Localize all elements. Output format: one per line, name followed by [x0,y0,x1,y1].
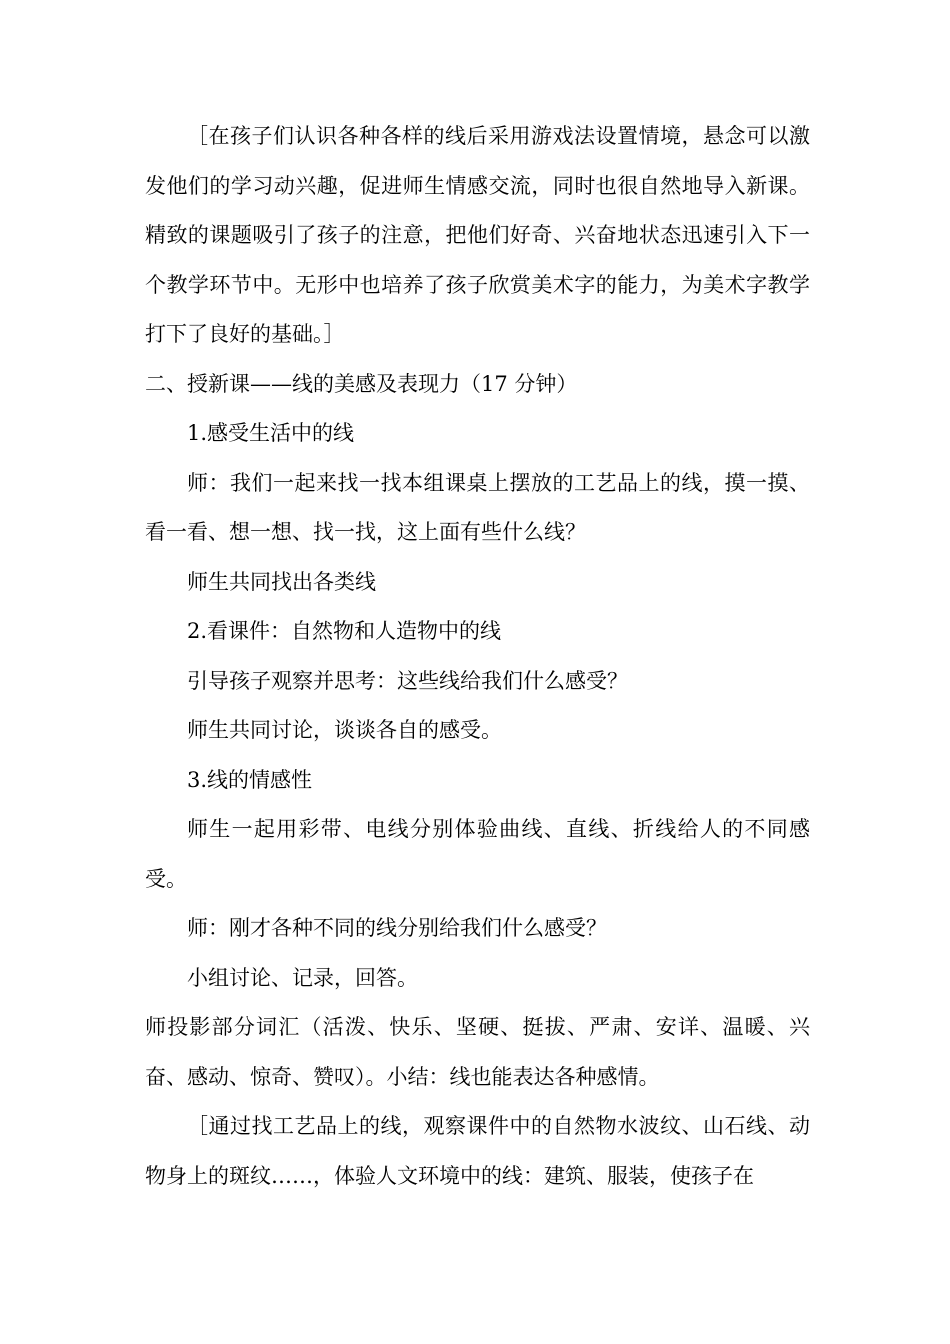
paragraph-teacher-prompt-1: 师：我们一起来找一找本组课桌上摆放的工艺品上的线，摸一摸、看一看、想一想、找一找，这上面有些什么线？ [145,470,810,544]
document-body [145,112,810,1201]
section-heading-new-lesson: 二、授新课——线的美感及表现力（17 分钟） [145,371,578,396]
step-heading-3: 3.线的情感性 [187,767,313,792]
paragraph-design-note: ［在孩子们认识各种各样的线后采用游戏法设置情境，悬念可以激发他们的学习动兴趣，促进师生情感交流，同时也很自然地导入新课。精致的课题吸引了孩子的注意，把他们好奇、兴奋地状态迅速引入下一个教学环节中。无形中也培养了孩子欣赏美术字的能力，为美术字教学打下了良好的基础。］ [145,124,810,346]
paragraph-teacher-prompt-2: 师：刚才各种不同的线分别给我们什么感受？ [187,916,607,940]
paragraph-activity-1: 师生共同找出各类线 [187,569,376,594]
paragraph-guidance: 引导孩子观察并思考：这些线给我们什么感受？ [187,668,628,693]
step-heading-2: 2.看课件：自然物和人造物中的线 [187,619,502,643]
paragraph-discussion: 师生共同讨论，谈谈各自的感受。 [187,718,502,742]
step-heading-1: 1.感受生活中的线 [187,421,355,445]
paragraph-design-note-2: ［通过找工艺品上的线，观察课件中的自然物水波纹、山石线、动物身上的斑纹……，体验人文环境中的线：建筑、服装，使孩子在 [145,1114,810,1188]
paragraph-experience: 师生一起用彩带、电线分别体验曲线、直线、折线给人的不同感受。 [145,817,810,891]
paragraph-group-work: 小组讨论、记录，回答。 [187,965,418,990]
paragraph-vocabulary-summary: 师投影部分词汇（活泼、快乐、坚硬、挺拔、严肃、安详、温暖、兴奋、感动、惊奇、赞叹）。小结：线也能表达各种感情。 [145,1015,810,1089]
